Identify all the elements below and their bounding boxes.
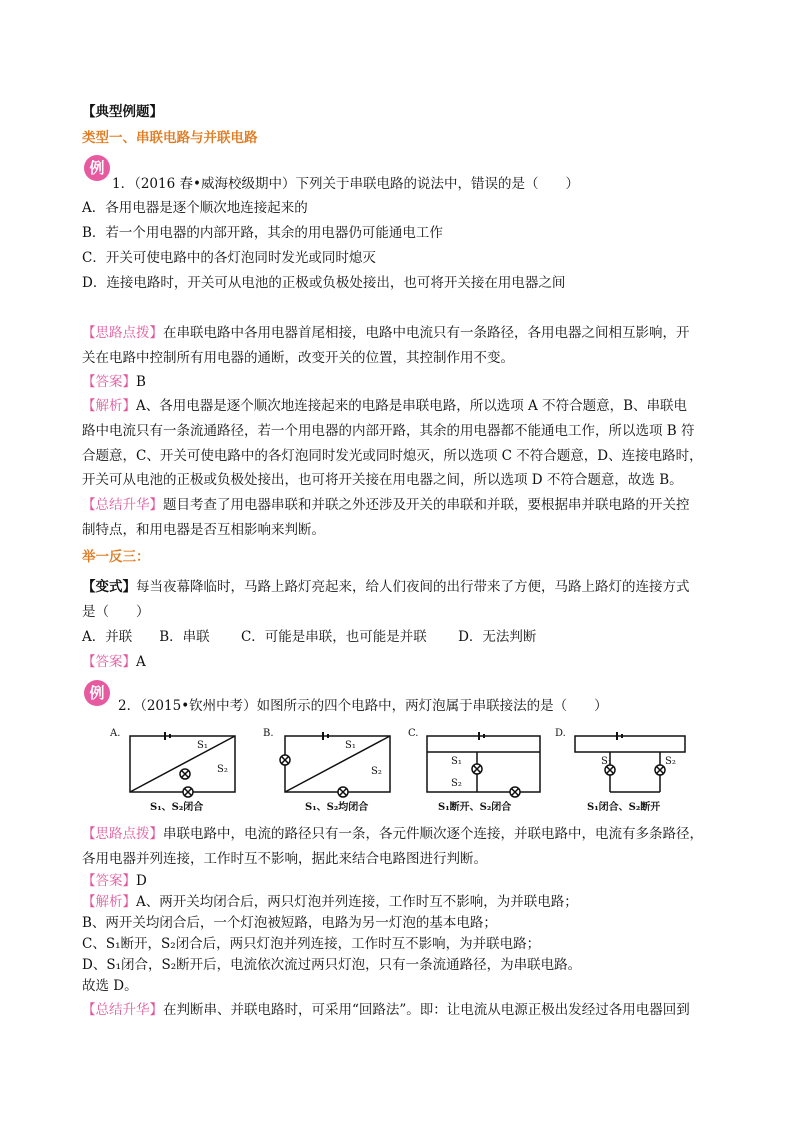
- variant-line-1: [82, 578, 722, 596]
- q1-option-c: C．开关可使电路中的各灯泡同时发光或同时熄灭: [82, 250, 376, 266]
- variant-tag: 【变式】: [82, 579, 136, 595]
- circuit-a-s2: S₂: [217, 764, 228, 775]
- q1-option-d: D．连接电路时，开关可从电池的正极或负极处接出，也可将开关接在用电器之间: [82, 275, 566, 291]
- q1-answer-value: B: [136, 374, 146, 390]
- circuit-d-letter: D.: [555, 728, 566, 739]
- example-badge-2: [84, 680, 110, 706]
- summary-tag: 【总结升华】: [82, 497, 163, 513]
- hint-tag: 【思路点拨】: [82, 325, 163, 341]
- circuit-diagrams: [105, 724, 705, 816]
- q2-summary-line-1: [82, 1001, 722, 1019]
- circuit-d-s1: S₁: [601, 756, 612, 767]
- answer-tag: 【答案】: [82, 654, 136, 670]
- variant-text-1: 每当夜幕降临时，马路上路灯亮起来，给人们夜间的出行带来了方便，马路上路灯的连接方式: [136, 579, 690, 595]
- q1-summary-text-1: 题目考查了用电器串联和并联之外还涉及开关的串联和并联，要根据串并联电路的开关控: [163, 497, 690, 513]
- q1-hint-text-1: 在串联电路中各用电器首尾相接，电路中电流只有一条路径，各用电器之间相互影响，开: [163, 325, 690, 341]
- circuit-b: [280, 732, 390, 797]
- practice-answer-value: A: [136, 654, 146, 670]
- practice-title: 举一反三：: [82, 549, 150, 565]
- practice-answer: [82, 653, 722, 671]
- hint-tag: 【思路点拨】: [82, 826, 163, 842]
- q2-analysis-line-3: C、S₁断开，S₂闭合后，两只灯泡并列连接，工作时互不影响，为并联电路；: [82, 936, 541, 952]
- q2-stem: 2．（2015•钦州中考）如图所示的四个电路中，两灯泡属于串联接法的是（ ）: [118, 698, 608, 714]
- analysis-tag: 【解析】: [82, 398, 136, 414]
- answer-tag: 【答案】: [82, 374, 136, 390]
- q2-hint-text-1: 串联电路中，电流的路径只有一条，各元件顺次逐个连接，并联电路中，电流有多条路径，: [163, 826, 703, 842]
- circuit-c-letter: C.: [408, 728, 419, 739]
- circuit-c-s2: S₂: [451, 778, 462, 789]
- q1-analysis-line-2: 路中电流只有一条流通路径，若一个用电器的内部开路，其余的用电器都不能通电工作，所以选项 B 符: [82, 423, 695, 439]
- q1-hint-line-2: 关在电路中控制所有用电器的通断，改变开关的位置，其控制作用不变。: [82, 350, 514, 366]
- q1-option-a: A．各用电器是逐个顺次地连接起来的: [82, 200, 308, 216]
- analysis-tag: 【解析】: [82, 894, 136, 910]
- circuit-d-s2: S₂: [665, 756, 676, 767]
- circuit-a-letter: A.: [110, 728, 121, 739]
- q1-summary-line-1: [82, 496, 722, 514]
- circuit-a-caption: S₁、S₂闭合: [150, 802, 204, 813]
- q1-analysis-line-1: [82, 397, 722, 415]
- q1-analysis-line-4: 开关可从电池的正极或负极处接出，也可将开关接在用电器之间，所以选项 D 不符合题意，故选 B。: [82, 472, 683, 488]
- q2-analysis-line-2: B、两开关均闭合后，一个灯泡被短路，电路为另一灯泡的基本电路；: [82, 915, 497, 931]
- answer-tag: 【答案】: [82, 873, 136, 889]
- q1-answer: [82, 373, 722, 391]
- summary-tag: 【总结升华】: [82, 1002, 163, 1018]
- circuit-b-s2: S₂: [371, 766, 382, 777]
- q2-hint-line-2: 各用电器并列连接，工作时互不影响，据此来结合电路图进行判断。: [82, 851, 487, 867]
- q1-summary-line-2: 制特点，和用电器是否互相影响来判断。: [82, 522, 325, 538]
- example-badge-1: [84, 155, 110, 181]
- circuit-c-caption: S₁断开、S₂闭合: [438, 802, 512, 813]
- q1-option-b: B．若一个用电器的内部开路，其余的用电器仍可能通电工作: [82, 225, 443, 241]
- q2-hint-line-1: [82, 825, 722, 843]
- q2-analysis-line-4: D、S₁闭合，S₂断开后，电流依次流过两只灯泡，只有一条流通路径，为串联电路。: [82, 957, 582, 973]
- q2-analysis-text-1: A、两开关均闭合后，两只灯泡并列连接，工作时互不影响，为并联电路；: [136, 894, 578, 910]
- section-header: 【典型例题】: [82, 104, 163, 120]
- q2-answer-value: D: [136, 873, 147, 889]
- circuit-a-s1: S₁: [197, 740, 208, 751]
- circuit-c: [427, 732, 540, 797]
- q1-analysis-text-1: A、各用电器是逐个顺次地连接起来的电路是串联电路，所以选项 A 不符合题意，B、串联电: [136, 398, 688, 414]
- q2-analysis-line-5: 故选 D。: [82, 978, 138, 994]
- variant-options: A．并联 B．串联 C．可能是串联，也可能是并联 D．无法判断: [82, 629, 537, 645]
- circuit-c-s1: S₁: [451, 756, 462, 767]
- q2-answer: [82, 872, 722, 890]
- circuit-b-caption: S₁、S₂均闭合: [305, 802, 369, 813]
- variant-line-2: 是（ ）: [82, 604, 150, 620]
- circuit-d-caption: S₁闭合、S₂断开: [587, 802, 661, 813]
- q2-summary-text-1: 在判断串、并联电路时，可采用“回路法”。即：让电流从电源正极出发经过各用电器回到: [163, 1002, 690, 1018]
- badge-char: 例: [89, 159, 105, 177]
- q2-analysis-line-1: [82, 893, 722, 911]
- q1-stem: 1．（2016 春•威海校级期中）下列关于串联电路的说法中，错误的是（ ）: [112, 176, 579, 192]
- circuit-b-s1: S₁: [345, 740, 356, 751]
- circuit-b-letter: B.: [263, 728, 274, 739]
- category-title: 类型一、串联电路与并联电路: [82, 130, 258, 146]
- q1-hint-line-1: [82, 324, 722, 342]
- badge-char: 例: [89, 684, 105, 702]
- q1-analysis-line-3: 合题意，C、开关可使电路中的各灯泡同时发光或同时熄灭，所以选项 C 不符合题意，D、连接电路时，: [82, 448, 703, 464]
